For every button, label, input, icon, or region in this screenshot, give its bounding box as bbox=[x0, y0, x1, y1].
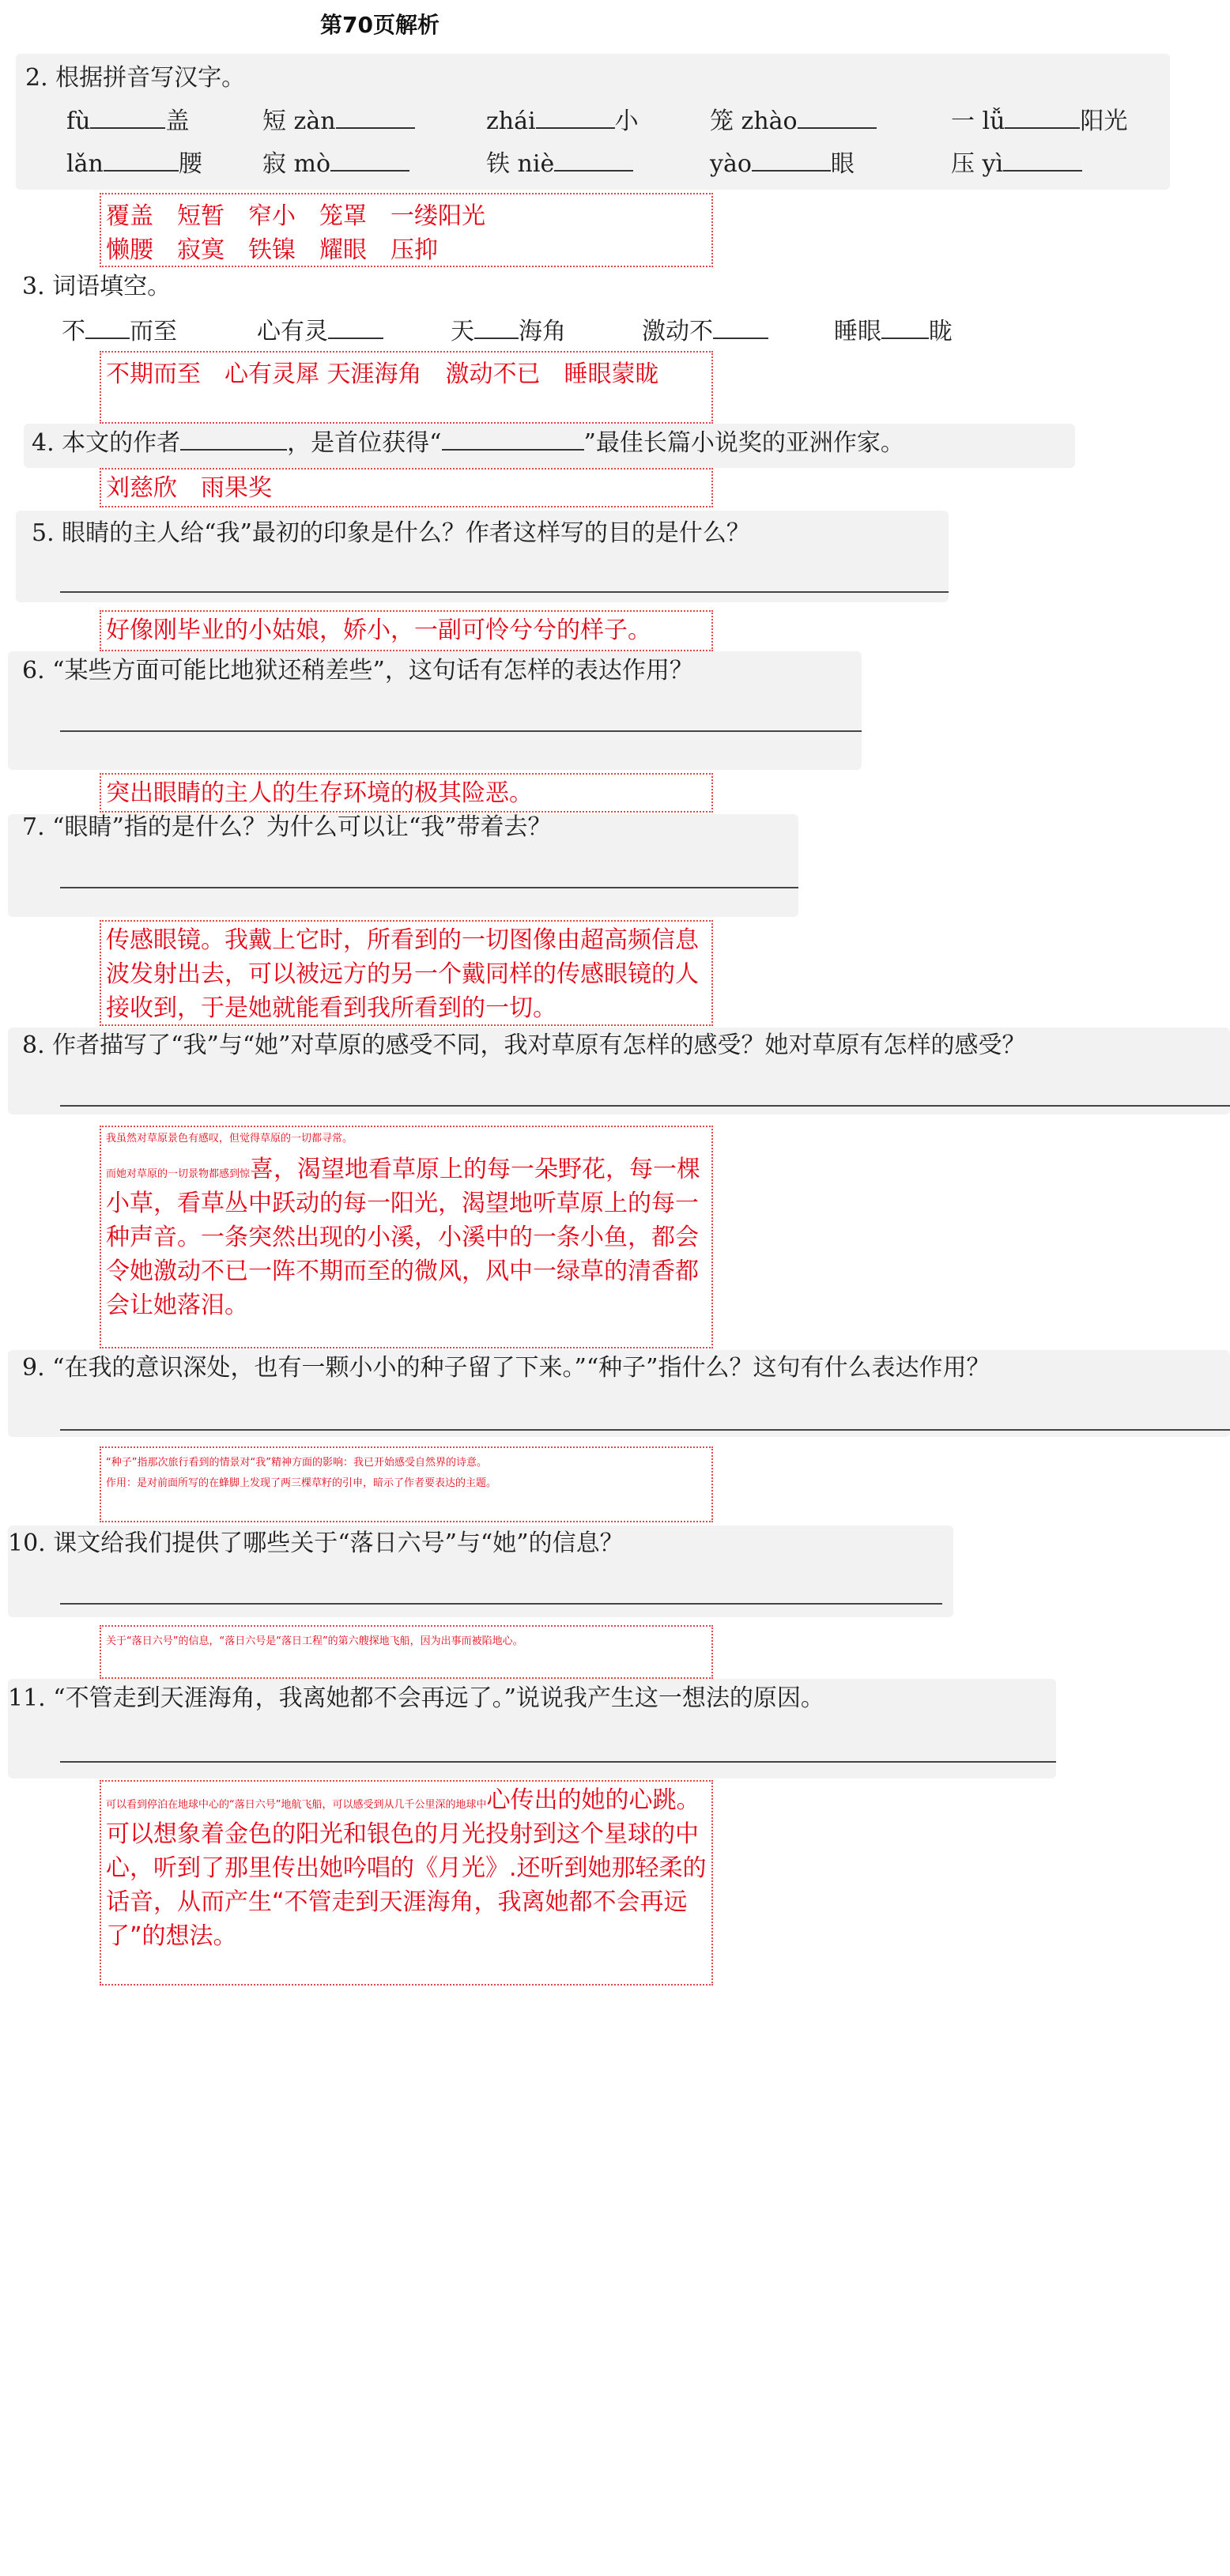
q9-answer-line2: 作用：是对前面所写的在蜂脚上发现了两三棵草籽的引申，暗示了作者要表达的主题。 bbox=[106, 1477, 497, 1489]
q7-answer-line bbox=[60, 887, 798, 888]
q8-answer-small-1: 我虽然对草原景色有感叹，但觉得草原的一切都寻常。 bbox=[106, 1133, 353, 1145]
q3-item5b: 眬 bbox=[929, 318, 953, 345]
q5-answer-line bbox=[60, 591, 949, 593]
q4-prompt bbox=[32, 427, 904, 460]
q7-prompt: 7. “眼睛”指的是什么？为什么可以让“我”带着去？ bbox=[22, 813, 552, 841]
q2-r2-c4b: 眼 bbox=[830, 150, 855, 178]
q8-answer-box bbox=[100, 1126, 713, 1348]
q5-answer: 好像刚毕业的小姑娘，娇小，一副可怜兮兮的样子。 bbox=[106, 617, 651, 644]
q3-answer-box bbox=[100, 351, 713, 424]
q2-r2-c1: lǎn bbox=[66, 150, 104, 178]
q9-answer-line bbox=[60, 1429, 1230, 1431]
q2-r1-c1b: 盖 bbox=[165, 107, 190, 135]
q4-prompt-part1: 4. 本文的作者 bbox=[32, 429, 181, 457]
q3-item1b: 而至 bbox=[130, 318, 177, 345]
q10-prompt: 10. 课文给我们提供了哪些关于“落日六号”与“她”的信息？ bbox=[8, 1529, 624, 1557]
q6-answer-box bbox=[100, 773, 713, 813]
q9-answer-box bbox=[100, 1446, 713, 1522]
q2-r2-c2: 寂 mò bbox=[262, 150, 331, 178]
q2-r1-c1: fù bbox=[66, 107, 91, 135]
q11-answer-big: 心传出的她的心跳。可以想象着金色的阳光和银色的月光投射到这个星球的中心，听到了那里传出她吟唱的《月光》.还听到她那轻柔的话音，从而产生“不管走到天涯海角，我离她都不会再远了”的想法。 bbox=[106, 1786, 707, 1950]
q3-item3b: 海角 bbox=[519, 318, 566, 345]
page-title: 第70页解析 bbox=[320, 12, 440, 38]
q2-r1-c3: zhái bbox=[486, 107, 536, 135]
q3-item3: 天 bbox=[451, 318, 474, 345]
q5-prompt: 5. 眼睛的主人给“我”最初的印象是什么？作者这样写的目的是什么？ bbox=[32, 519, 750, 547]
q2-r2-c4: yào bbox=[710, 150, 752, 178]
q6-answer: 突出眼睛的主人的生存环境的极其险恶。 bbox=[106, 779, 533, 807]
q5-answer-box bbox=[100, 610, 713, 651]
q8-answer-body bbox=[106, 1152, 707, 1322]
q2-answer-line1: 覆盖 短暂 窄小 笼罩 一缕阳光 bbox=[106, 202, 485, 230]
q10-answer-box bbox=[100, 1625, 713, 1679]
q8-prompt: 8. 作者描写了“我”与“她”对草原的感受不同，我对草原有怎样的感受？她对草原有怎样的感受？ bbox=[22, 1032, 1026, 1059]
q2-r1-c2: 短 zàn bbox=[262, 107, 336, 135]
q9-answer-line1: “种子”指那次旅行看到的情景对“我”精神方面的影响：我已开始感受自然界的诗意。 bbox=[106, 1457, 487, 1469]
q10-answer: 关于“落日六号”的信息，“落日六号是“落日工程”的第六艘探地飞船，因为出事而被陷地心。 bbox=[106, 1635, 523, 1647]
q3-answer: 不期而至 心有灵犀 天涯海角 激动不已 睡眼蒙眬 bbox=[106, 360, 659, 388]
q7-answer-box bbox=[100, 920, 713, 1026]
q2-r2-c3: 铁 niè bbox=[486, 150, 555, 178]
q2-r1-c5: 一 lǚ bbox=[951, 107, 1006, 135]
q11-prompt: 11. “不管走到天涯海角，我离她都不会再远了。”说说我产生这一想法的原因。 bbox=[8, 1684, 824, 1712]
q6-prompt: 6. “某些方面可能比地狱还稍差些”，这句话有怎样的表达作用？ bbox=[22, 657, 693, 685]
q3-prompt: 3. 词语填空。 bbox=[22, 273, 172, 300]
q7-answer: 传感眼镜。我戴上它时，所看到的一切图像由超高频信息波发射出去，可以被远方的另一个戴同样的传感眼镜的人接收到，于是她就能看到我所看到的一切。 bbox=[106, 926, 699, 1022]
q2-r1-c4: 笼 zhào bbox=[710, 107, 798, 135]
q3-item4: 激动不 bbox=[642, 318, 713, 345]
q2-r1-c5b: 阳光 bbox=[1080, 107, 1128, 135]
q8-answer-big: 喜，渴望地看草原上的每一朵野花，每一棵小草，看草丛中跃动的每一阳光，渴望地听草原上的每一种声音。一条突然出现的小溪，小溪中的一条小鱼，都会令她激动不已一阵不期而至的微风，风中一绿草的清香都会让她落泪。 bbox=[106, 1156, 701, 1319]
q4-answer-box bbox=[100, 468, 713, 507]
q3-item2: 心有灵 bbox=[257, 318, 328, 345]
q4-answer: 刘慈欣 雨果奖 bbox=[106, 474, 272, 502]
q8-answer-small-2: 而她对草原的一切景物都感到惊 bbox=[106, 1168, 251, 1180]
q2-answer-box bbox=[100, 193, 713, 267]
q2-prompt: 2. 根据拼音写汉字。 bbox=[25, 64, 246, 92]
q2-r1-c3b: 小 bbox=[614, 107, 639, 135]
q3-item5: 睡眼 bbox=[834, 318, 881, 345]
q6-answer-line bbox=[60, 730, 862, 732]
q11-answer-line bbox=[60, 1761, 1056, 1763]
q2-answer-line2: 懒腰 寂寞 铁镍 耀眼 压抑 bbox=[106, 236, 438, 264]
q9-prompt: 9. “在我的意识深处，也有一颗小小的种子留了下来。”“种子”指什么？这句有什么表达作用？ bbox=[22, 1354, 990, 1382]
q11-answer-small: 可以看到停泊在地球中心的“落日六号”地航飞船，可以感受到从几千公里深的地球中 bbox=[106, 1799, 487, 1811]
q11-answer-body bbox=[106, 1783, 707, 1953]
q11-answer-box bbox=[100, 1780, 713, 1986]
q2-r2-c5: 压 yì bbox=[951, 150, 1004, 178]
q2-r2-c1b: 腰 bbox=[178, 150, 202, 178]
q8-answer-line bbox=[60, 1105, 1230, 1107]
q3-item1: 不 bbox=[62, 318, 85, 345]
q4-prompt-part3: ”最佳长篇小说奖的亚洲作家。 bbox=[583, 429, 904, 457]
q10-answer-line bbox=[60, 1603, 942, 1605]
q4-prompt-part2: ，是首位获得“ bbox=[287, 429, 442, 457]
